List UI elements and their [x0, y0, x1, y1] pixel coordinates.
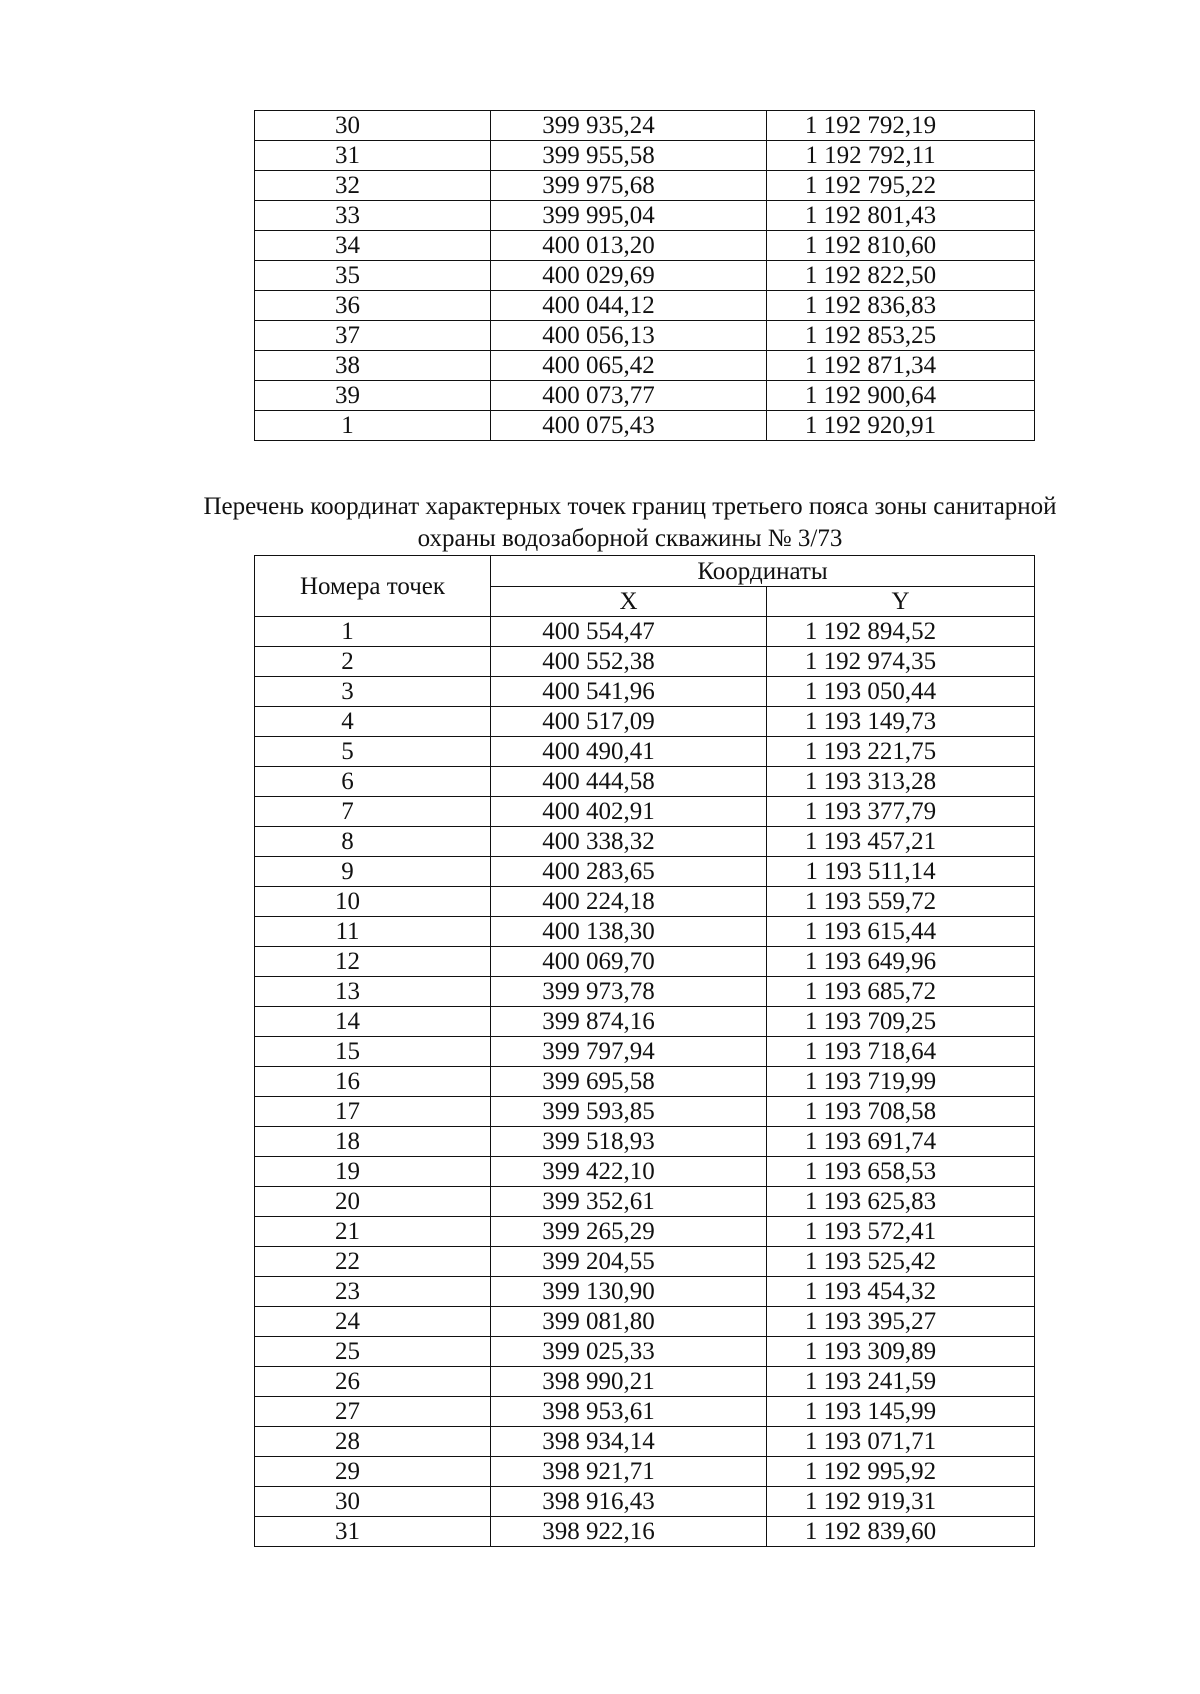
table-row	[255, 767, 1035, 797]
table-row	[255, 1487, 1035, 1517]
table-row	[255, 617, 1035, 647]
table-row	[255, 1247, 1035, 1277]
point-number-cell: 2	[255, 647, 491, 677]
table-row	[255, 1187, 1035, 1217]
table-row	[255, 291, 1035, 321]
table-row	[255, 111, 1035, 141]
point-number-cell: 22	[255, 1247, 491, 1277]
x-coordinate-cell: 399 975,68	[491, 171, 767, 201]
x-coordinate-cell: 400 444,58	[491, 767, 767, 797]
coordinates-table-continued	[254, 110, 1035, 441]
point-number-cell: 13	[255, 977, 491, 1007]
x-coordinate-cell: 399 081,80	[491, 1307, 767, 1337]
section-heading	[150, 491, 1110, 555]
point-number-cell: 1	[255, 411, 491, 441]
y-coordinate-cell: 1 193 050,44	[767, 677, 1035, 707]
point-number-cell: 16	[255, 1067, 491, 1097]
x-coordinate-cell: 399 995,04	[491, 201, 767, 231]
y-coordinate-cell: 1 193 658,53	[767, 1157, 1035, 1187]
x-coordinate-cell: 399 352,61	[491, 1187, 767, 1217]
table-row	[255, 171, 1035, 201]
x-coordinate-cell: 399 935,24	[491, 111, 767, 141]
y-coordinate-cell: 1 192 920,91	[767, 411, 1035, 441]
y-coordinate-cell: 1 192 871,34	[767, 351, 1035, 381]
y-coordinate-cell: 1 193 377,79	[767, 797, 1035, 827]
table-row	[255, 261, 1035, 291]
x-coordinate-cell: 400 138,30	[491, 917, 767, 947]
x-coordinate-cell: 398 916,43	[491, 1487, 767, 1517]
point-number-cell: 3	[255, 677, 491, 707]
point-number-cell: 32	[255, 171, 491, 201]
x-coordinate-cell: 400 338,32	[491, 827, 767, 857]
point-number-cell: 4	[255, 707, 491, 737]
x-coordinate-cell: 399 973,78	[491, 977, 767, 1007]
table-row	[255, 917, 1035, 947]
y-coordinate-cell: 1 192 822,50	[767, 261, 1035, 291]
point-number-cell: 19	[255, 1157, 491, 1187]
y-coordinate-cell: 1 192 810,60	[767, 231, 1035, 261]
x-coordinate-cell: 399 130,90	[491, 1277, 767, 1307]
y-coordinate-cell: 1 193 572,41	[767, 1217, 1035, 1247]
heading-line-1: Перечень координат характерных точек границ третьего пояса зоны санитарной	[203, 493, 1057, 520]
y-coordinate-cell: 1 193 649,96	[767, 947, 1035, 977]
table-row	[255, 231, 1035, 261]
x-coordinate-cell: 398 934,14	[491, 1427, 767, 1457]
y-coordinate-cell: 1 193 718,64	[767, 1037, 1035, 1067]
point-number-cell: 18	[255, 1127, 491, 1157]
point-number-cell: 17	[255, 1097, 491, 1127]
table-row	[255, 1307, 1035, 1337]
table-row	[255, 1517, 1035, 1547]
point-number-cell: 35	[255, 261, 491, 291]
x-coordinate-cell: 399 422,10	[491, 1157, 767, 1187]
header-points-number: Номера точек	[255, 556, 491, 617]
table-body	[255, 617, 1035, 1547]
x-coordinate-cell: 399 874,16	[491, 1007, 767, 1037]
y-coordinate-cell: 1 193 149,73	[767, 707, 1035, 737]
x-coordinate-cell: 400 283,65	[491, 857, 767, 887]
y-coordinate-cell: 1 192 792,11	[767, 141, 1035, 171]
x-coordinate-cell: 400 554,47	[491, 617, 767, 647]
table-row	[255, 1337, 1035, 1367]
point-number-cell: 34	[255, 231, 491, 261]
x-coordinate-cell: 400 552,38	[491, 647, 767, 677]
y-coordinate-cell: 1 193 511,14	[767, 857, 1035, 887]
header-y: Y	[767, 587, 1035, 617]
x-coordinate-cell: 399 593,85	[491, 1097, 767, 1127]
point-number-cell: 14	[255, 1007, 491, 1037]
table-row	[255, 827, 1035, 857]
point-number-cell: 15	[255, 1037, 491, 1067]
x-coordinate-cell: 400 402,91	[491, 797, 767, 827]
y-coordinate-cell: 1 193 071,71	[767, 1427, 1035, 1457]
y-coordinate-cell: 1 193 685,72	[767, 977, 1035, 1007]
point-number-cell: 23	[255, 1277, 491, 1307]
table-row	[255, 737, 1035, 767]
table-body	[255, 111, 1035, 441]
table-row	[255, 351, 1035, 381]
table-row	[255, 1097, 1035, 1127]
y-coordinate-cell: 1 192 995,92	[767, 1457, 1035, 1487]
y-coordinate-cell: 1 193 454,32	[767, 1277, 1035, 1307]
table-row	[255, 1367, 1035, 1397]
y-coordinate-cell: 1 193 625,83	[767, 1187, 1035, 1217]
x-coordinate-cell: 400 075,43	[491, 411, 767, 441]
table-row	[255, 1217, 1035, 1247]
header-row	[255, 556, 1035, 587]
y-coordinate-cell: 1 193 457,21	[767, 827, 1035, 857]
point-number-cell: 31	[255, 141, 491, 171]
table-row	[255, 201, 1035, 231]
header-coordinates: Координаты	[491, 556, 1035, 587]
table-row	[255, 321, 1035, 351]
point-number-cell: 8	[255, 827, 491, 857]
point-number-cell: 28	[255, 1427, 491, 1457]
x-coordinate-cell: 400 065,42	[491, 351, 767, 381]
table-row	[255, 1457, 1035, 1487]
y-coordinate-cell: 1 193 709,25	[767, 1007, 1035, 1037]
table-row	[255, 797, 1035, 827]
point-number-cell: 10	[255, 887, 491, 917]
table-row	[255, 647, 1035, 677]
table-row	[255, 1397, 1035, 1427]
table-row	[255, 887, 1035, 917]
y-coordinate-cell: 1 193 691,74	[767, 1127, 1035, 1157]
table-row	[255, 1127, 1035, 1157]
y-coordinate-cell: 1 192 974,35	[767, 647, 1035, 677]
point-number-cell: 12	[255, 947, 491, 977]
y-coordinate-cell: 1 193 313,28	[767, 767, 1035, 797]
point-number-cell: 7	[255, 797, 491, 827]
y-coordinate-cell: 1 192 894,52	[767, 617, 1035, 647]
x-coordinate-cell: 398 953,61	[491, 1397, 767, 1427]
point-number-cell: 24	[255, 1307, 491, 1337]
table-row	[255, 947, 1035, 977]
y-coordinate-cell: 1 193 615,44	[767, 917, 1035, 947]
x-coordinate-cell: 400 224,18	[491, 887, 767, 917]
x-coordinate-cell: 399 797,94	[491, 1037, 767, 1067]
point-number-cell: 31	[255, 1517, 491, 1547]
point-number-cell: 38	[255, 351, 491, 381]
point-number-cell: 30	[255, 1487, 491, 1517]
point-number-cell: 39	[255, 381, 491, 411]
point-number-cell: 36	[255, 291, 491, 321]
table-row	[255, 1037, 1035, 1067]
table-row	[255, 381, 1035, 411]
x-coordinate-cell: 400 044,12	[491, 291, 767, 321]
y-coordinate-cell: 1 192 801,43	[767, 201, 1035, 231]
x-coordinate-cell: 400 069,70	[491, 947, 767, 977]
table-row	[255, 977, 1035, 1007]
table-row	[255, 1277, 1035, 1307]
table-row	[255, 677, 1035, 707]
y-coordinate-cell: 1 192 836,83	[767, 291, 1035, 321]
point-number-cell: 29	[255, 1457, 491, 1487]
heading-line-2: охраны водозаборной скважины № 3/73	[417, 525, 843, 552]
point-number-cell: 30	[255, 111, 491, 141]
y-coordinate-cell: 1 192 792,19	[767, 111, 1035, 141]
x-coordinate-cell: 399 518,93	[491, 1127, 767, 1157]
x-coordinate-cell: 400 013,20	[491, 231, 767, 261]
point-number-cell: 26	[255, 1367, 491, 1397]
x-coordinate-cell: 400 490,41	[491, 737, 767, 767]
x-coordinate-cell: 399 695,58	[491, 1067, 767, 1097]
x-coordinate-cell: 398 921,71	[491, 1457, 767, 1487]
table-row	[255, 141, 1035, 171]
header-x: X	[491, 587, 767, 617]
point-number-cell: 37	[255, 321, 491, 351]
y-coordinate-cell: 1 192 839,60	[767, 1517, 1035, 1547]
table-row	[255, 1157, 1035, 1187]
y-coordinate-cell: 1 193 559,72	[767, 887, 1035, 917]
point-number-cell: 33	[255, 201, 491, 231]
table-row	[255, 1067, 1035, 1097]
x-coordinate-cell: 399 204,55	[491, 1247, 767, 1277]
table-row	[255, 707, 1035, 737]
y-coordinate-cell: 1 192 853,25	[767, 321, 1035, 351]
y-coordinate-cell: 1 193 221,75	[767, 737, 1035, 767]
y-coordinate-cell: 1 193 525,42	[767, 1247, 1035, 1277]
x-coordinate-cell: 400 073,77	[491, 381, 767, 411]
x-coordinate-cell: 399 265,29	[491, 1217, 767, 1247]
point-number-cell: 27	[255, 1397, 491, 1427]
point-number-cell: 21	[255, 1217, 491, 1247]
point-number-cell: 11	[255, 917, 491, 947]
point-number-cell: 6	[255, 767, 491, 797]
x-coordinate-cell: 399 025,33	[491, 1337, 767, 1367]
y-coordinate-cell: 1 193 309,89	[767, 1337, 1035, 1367]
point-number-cell: 1	[255, 617, 491, 647]
point-number-cell: 25	[255, 1337, 491, 1367]
x-coordinate-cell: 399 955,58	[491, 141, 767, 171]
y-coordinate-cell: 1 193 241,59	[767, 1367, 1035, 1397]
y-coordinate-cell: 1 192 795,22	[767, 171, 1035, 201]
table-row	[255, 1007, 1035, 1037]
y-coordinate-cell: 1 192 919,31	[767, 1487, 1035, 1517]
point-number-cell: 5	[255, 737, 491, 767]
x-coordinate-cell: 400 029,69	[491, 261, 767, 291]
point-number-cell: 9	[255, 857, 491, 887]
point-number-cell: 20	[255, 1187, 491, 1217]
y-coordinate-cell: 1 193 395,27	[767, 1307, 1035, 1337]
y-coordinate-cell: 1 193 145,99	[767, 1397, 1035, 1427]
y-coordinate-cell: 1 193 719,99	[767, 1067, 1035, 1097]
table-row	[255, 857, 1035, 887]
x-coordinate-cell: 400 517,09	[491, 707, 767, 737]
coordinates-table-zone-3	[254, 555, 1035, 1547]
x-coordinate-cell: 400 056,13	[491, 321, 767, 351]
table-row	[255, 1427, 1035, 1457]
table-row	[255, 411, 1035, 441]
x-coordinate-cell: 398 922,16	[491, 1517, 767, 1547]
y-coordinate-cell: 1 192 900,64	[767, 381, 1035, 411]
y-coordinate-cell: 1 193 708,58	[767, 1097, 1035, 1127]
x-coordinate-cell: 398 990,21	[491, 1367, 767, 1397]
x-coordinate-cell: 400 541,96	[491, 677, 767, 707]
